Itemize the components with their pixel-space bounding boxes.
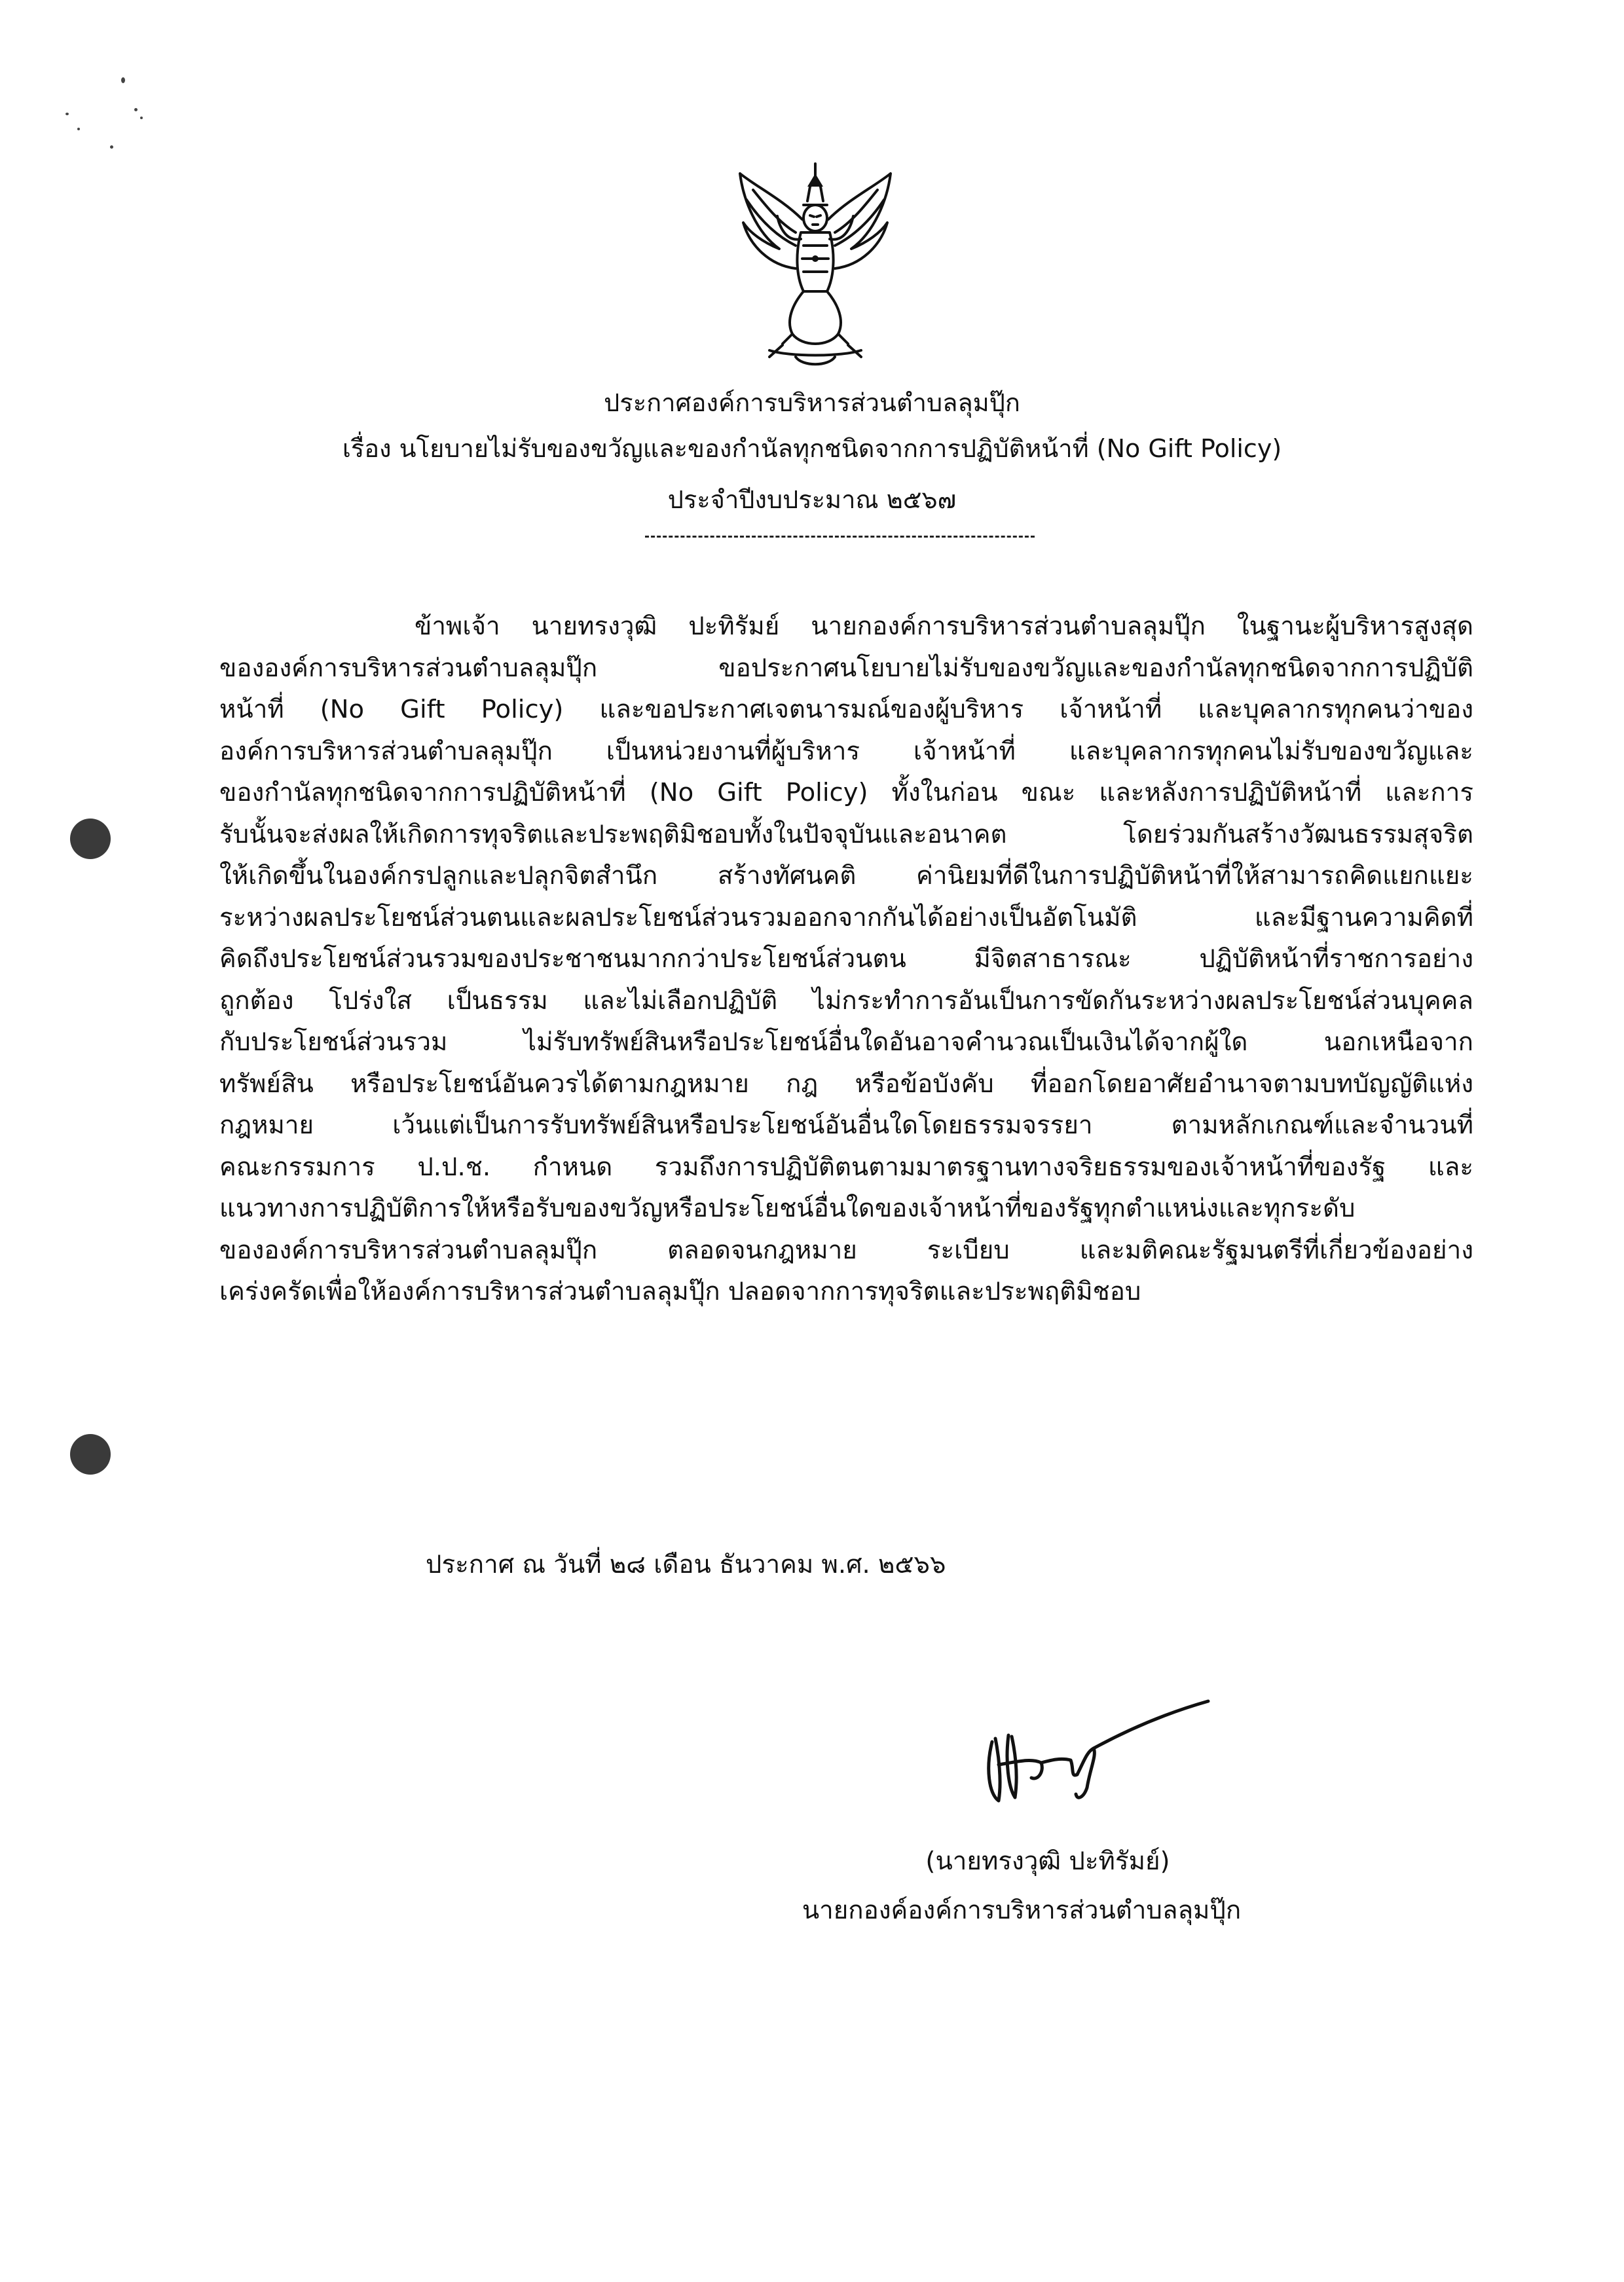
body-line: ข้าพเจ้า นายทรงวุฒิ ปะทิรัมย์ นายกองค์การบริหารส่วนตำบลลุมปุ๊ก ในฐานะผู้บริหารสูงสุด: [415, 612, 1473, 641]
announcement-title: ประกาศองค์การบริหารส่วนตำบลลุมปุ๊ก: [604, 388, 1020, 417]
body-line: คิดถึงประโยชน์ส่วนรวมของประชาชนมากกว่าประโยชน์ส่วนตน มีจิตสาธารณะ ปฏิบัติหน้าที่ราชการอย่าง: [219, 944, 1473, 974]
signer-title: นายกองค์องค์การบริหารส่วนตำบลลุมปุ๊ก: [802, 1896, 1242, 1925]
body-line: ของกำนัลทุกชนิดจากการปฏิบัติหน้าที่ (No Gift Policy) ทั้งในก่อน ขณะ และหลังการปฏิบัติหน้าที่ และการ: [219, 778, 1473, 807]
body-line: ทรัพย์สิน หรือประโยชน์อันควรได้ตามกฎหมาย กฎ หรือข้อบังคับ ที่ออกโดยอาศัยอำนาจตามบทบัญญัติแห่ง: [219, 1069, 1473, 1099]
body-line: แนวทางการปฏิบัติการให้หรือรับของขวัญหรือประโยชน์อื่นใดของเจ้าหน้าที่ของรัฐทุกตำแหน่งและทุกระดับ: [219, 1194, 1356, 1223]
body-line: หน้าที่ (No Gift Policy) และขอประกาศเจตนารมณ์ของผู้บริหาร เจ้าหน้าที่ และบุคลากรทุกคนว่าของ: [219, 695, 1473, 724]
body-line: ถูกต้อง โปร่งใส เป็นธรรม และไม่เลือกปฏิบัติ ไม่กระทำการอันเป็นการขัดกันระหว่างผลประโยชน์ส่วนบุคคล: [219, 985, 1473, 1016]
scan-speck: [121, 77, 125, 83]
body-line: กฎหมาย เว้นแต่เป็นการรับทรัพย์สินหรือประโยชน์อันอื่นใดโดยธรรมจรรยา ตามหลักเกณฑ์และจำนวนที่: [219, 1111, 1473, 1140]
signer-name: (นายทรงวุฒิ ปะทิรัมย์): [925, 1847, 1170, 1876]
body-line: องค์การบริหารส่วนตำบลลุมปุ๊ก เป็นหน่วยงานที่ผู้บริหาร เจ้าหน้าที่ และบุคลากรทุกคนไม่รับของขวัญและ: [219, 736, 1473, 766]
body-line: ขององค์การบริหารส่วนตำบลลุมปุ๊ก ตลอดจนกฎหมาย ระเบียบ และมติคณะรัฐมนตรีที่เกี่ยวข้องอย่าง: [219, 1235, 1473, 1265]
announcement-date: ประกาศ ณ วันที่ ๒๘ เดือน ธันวาคม พ.ศ. ๒๕๖๖: [426, 1550, 946, 1579]
fiscal-year: ประจำปีงบประมาณ ๒๕๖๗: [667, 485, 957, 514]
scan-speck: [140, 117, 143, 119]
garuda-emblem-icon: [730, 160, 900, 370]
scan-speck: [65, 113, 69, 115]
body-line: เคร่งครัดเพื่อให้องค์การบริหารส่วนตำบลลุมปุ๊ก ปลอดจากการทุจริตและประพฤติมิชอบ: [219, 1277, 1141, 1306]
body-line: ให้เกิดขึ้นในองค์กรปลูกและปลุกจิตสำนึก สร้างทัศนคติ ค่านิยมที่ดีในการปฏิบัติหน้าที่ให้สามารถคิดแยกแยะ: [219, 861, 1473, 891]
scan-speck: [77, 128, 80, 130]
body-line: ขององค์การบริหารส่วนตำบลลุมปุ๊ก ขอประกาศนโยบายไม่รับของขวัญและของกำนัลทุกชนิดจากการปฏิบัติ: [219, 653, 1473, 683]
body-line: ระหว่างผลประโยชน์ส่วนตนและผลประโยชน์ส่วนรวมออกจากกันได้อย่างเป็นอัตโนมัติ และมีฐานความคิดที่: [219, 902, 1473, 932]
punch-hole-top: [70, 819, 111, 859]
signature-mark: [979, 1689, 1215, 1817]
body-line: รับนั้นจะส่งผลให้เกิดการทุจริตและประพฤติมิชอบทั้งในปัจจุบันและอนาคต โดยร่วมกันสร้างวัฒนธรรมสุจริต: [219, 819, 1473, 849]
body-line: คณะกรรมการ ป.ป.ช. กำหนด รวมถึงการปฏิบัติตนตามมาตรฐานทางจริยธรรมของเจ้าหน้าที่ของรัฐ และ: [219, 1152, 1473, 1182]
announcement-body: [219, 606, 1473, 1313]
body-line: กับประโยชน์ส่วนรวม ไม่รับทรัพย์สินหรือประโยชน์อื่นใดอันอาจคำนวณเป็นเงินได้จากผู้ใด นอกเหนือจาก: [219, 1027, 1473, 1057]
announcement-subject: เรื่อง นโยบายไม่รับของขวัญและของกำนัลทุกชนิดจากการปฏิบัติหน้าที่ (No Gift Policy): [342, 434, 1282, 463]
header-divider: [645, 536, 1035, 538]
scan-speck: [110, 145, 113, 149]
scan-speck: [134, 108, 138, 111]
punch-hole-bottom: [70, 1434, 111, 1475]
